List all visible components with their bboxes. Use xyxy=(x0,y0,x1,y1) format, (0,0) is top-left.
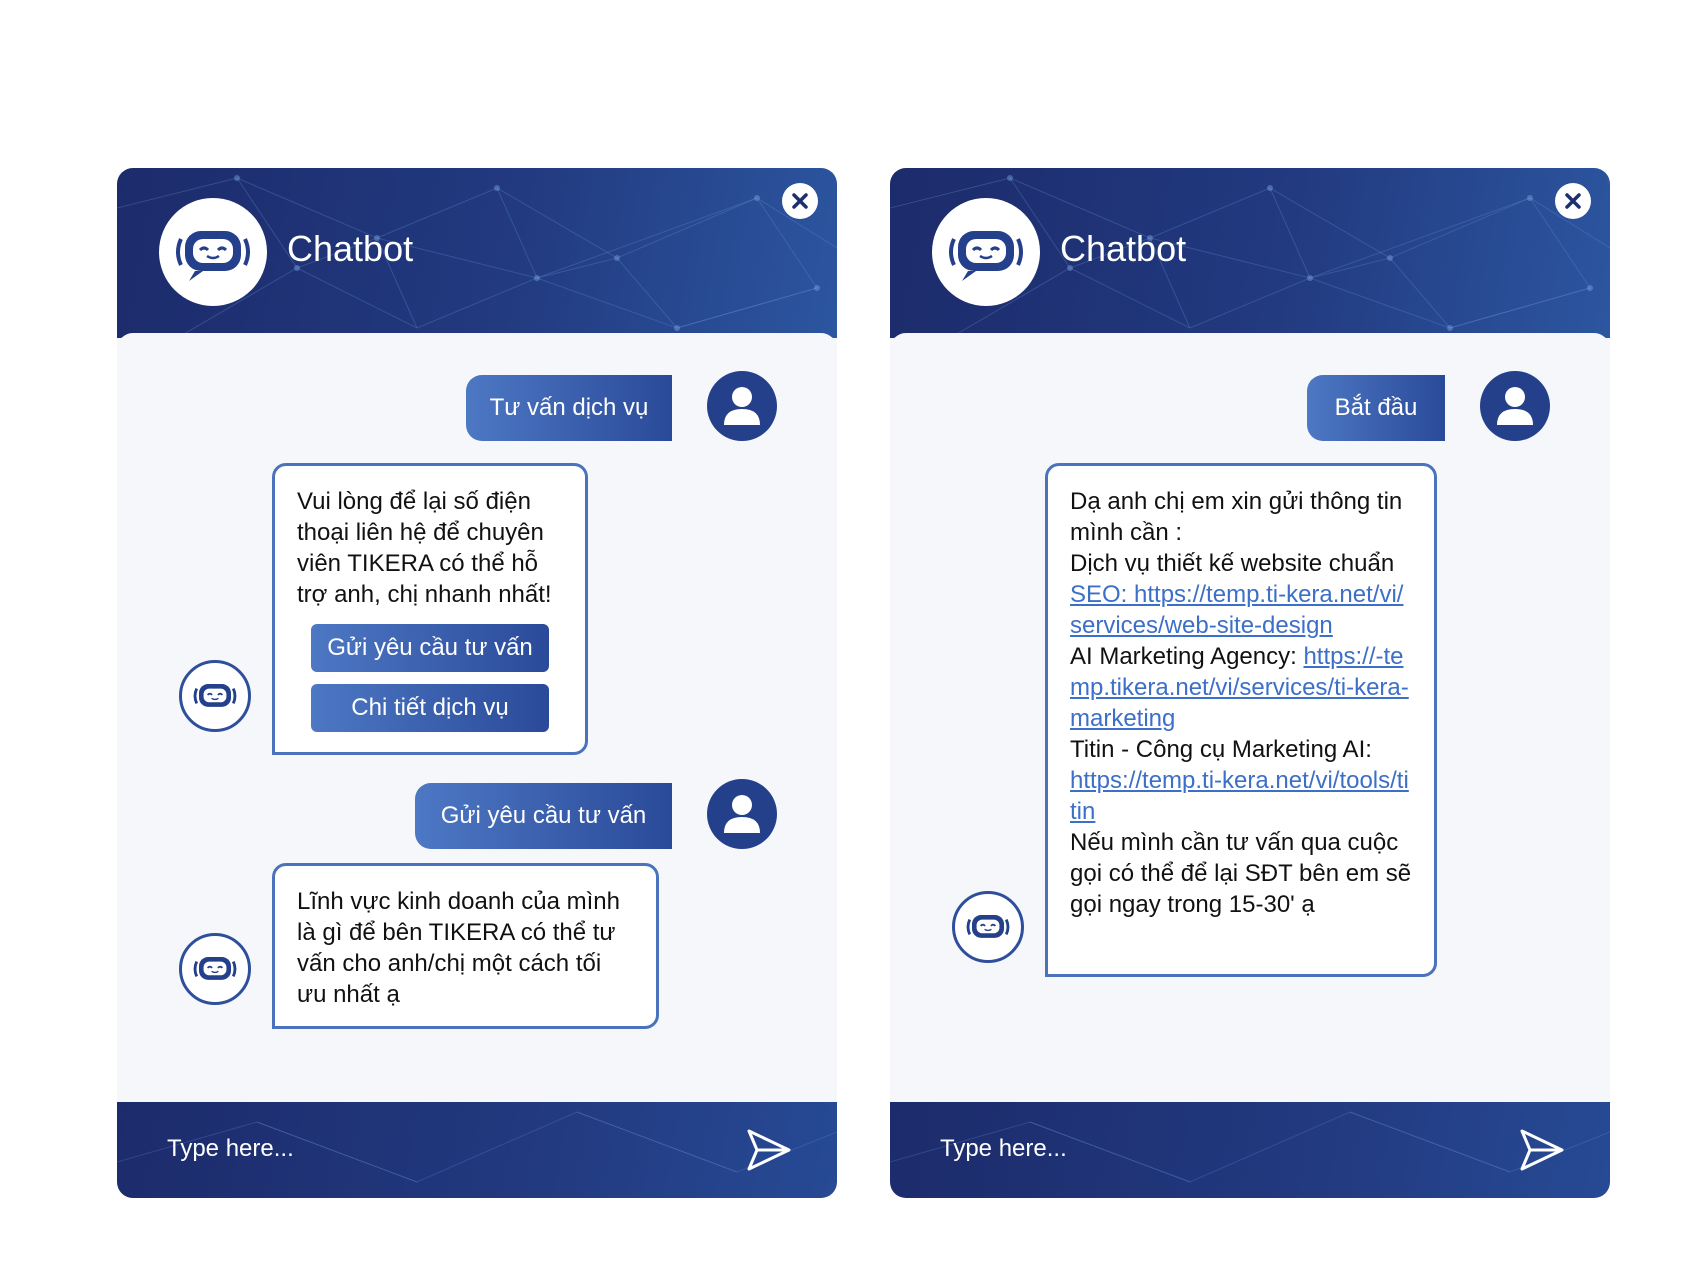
user-icon xyxy=(1495,385,1535,427)
user-avatar xyxy=(707,779,777,849)
user-icon xyxy=(722,385,762,427)
bot-message-intro: Dạ anh chị em xin gửi thông tin mình cần : xyxy=(1070,488,1403,546)
bot-message-text: Lĩnh vực kinh doanh của mình là gì để bên TIKERA có thể tư vấn cho anh/chị một cách tối ưu nhất ạ xyxy=(297,888,620,1008)
chat-input-bar xyxy=(890,1102,1610,1198)
bot-icon xyxy=(190,676,240,716)
bot-icon xyxy=(963,907,1013,947)
bot-message xyxy=(272,463,588,755)
chatbot-logo xyxy=(159,198,267,306)
service-link[interactable]: https://-temp.tikera.net/vi/services/ti-kera-marketing xyxy=(1070,643,1409,732)
service-details-button[interactable]: Chi tiết dịch vụ xyxy=(311,684,549,732)
bot-avatar xyxy=(179,660,251,732)
bot-message xyxy=(1045,463,1437,977)
close-button[interactable] xyxy=(1555,183,1591,219)
bot-icon xyxy=(190,949,240,989)
chat-body xyxy=(890,333,1610,1105)
chat-title: Chatbot xyxy=(1060,228,1187,269)
chat-title: Chatbot xyxy=(287,228,414,269)
bot-message-item xyxy=(1070,641,1414,734)
send-icon xyxy=(1518,1127,1566,1173)
bot-avatar xyxy=(179,933,251,1005)
send-request-button[interactable]: Gửi yêu cầu tư vấn xyxy=(311,624,549,672)
user-icon xyxy=(722,793,762,835)
bot-message-item-label: AI Marketing Agency: xyxy=(1070,643,1297,670)
close-button[interactable] xyxy=(782,183,818,219)
bot-icon xyxy=(171,217,255,287)
send-button[interactable] xyxy=(745,1127,793,1173)
chat-panel-left xyxy=(117,168,837,1198)
chatbot-logo xyxy=(932,198,1040,306)
user-avatar xyxy=(707,371,777,441)
user-message: Gửi yêu cầu tư vấn xyxy=(415,783,672,849)
send-icon xyxy=(745,1127,793,1173)
bot-message xyxy=(272,863,659,1029)
bot-message-item-label: Titin - Công cụ Marketing AI: xyxy=(1070,736,1372,763)
chat-header xyxy=(890,168,1610,338)
service-link[interactable]: SEO: https://temp.ti-kera.net/vi/services/web-site-design xyxy=(1070,581,1404,639)
tool-link[interactable]: https://temp.ti-kera.net/vi/tools/titin xyxy=(1070,767,1409,825)
close-icon xyxy=(790,191,810,211)
chat-panel-right xyxy=(890,168,1610,1198)
close-icon xyxy=(1563,191,1583,211)
user-message: Bắt đầu xyxy=(1307,375,1445,441)
bot-avatar xyxy=(952,891,1024,963)
send-button[interactable] xyxy=(1518,1127,1566,1173)
chat-input-bar xyxy=(117,1102,837,1198)
bot-message-item-label: Dịch vụ thiết kế website chuẩn xyxy=(1070,550,1395,577)
user-message: Tư vấn dịch vụ xyxy=(466,375,672,441)
chat-header xyxy=(117,168,837,338)
message-input[interactable]: Type here... xyxy=(940,1135,1067,1162)
chat-body xyxy=(117,333,837,1105)
bot-icon xyxy=(944,217,1028,287)
message-input[interactable]: Type here... xyxy=(167,1135,294,1162)
bot-message-outro: Nếu mình cần tư vấn qua cuộc gọi có thể để lại SĐT bên em sẽ gọi ngay trong 15-30' ạ xyxy=(1070,829,1412,918)
bot-message-text: Vui lòng để lại số điện thoại liên hệ để chuyên viên TIKERA có thể hỗ trợ anh, chị nhanh nhất! xyxy=(297,488,552,608)
user-avatar xyxy=(1480,371,1550,441)
